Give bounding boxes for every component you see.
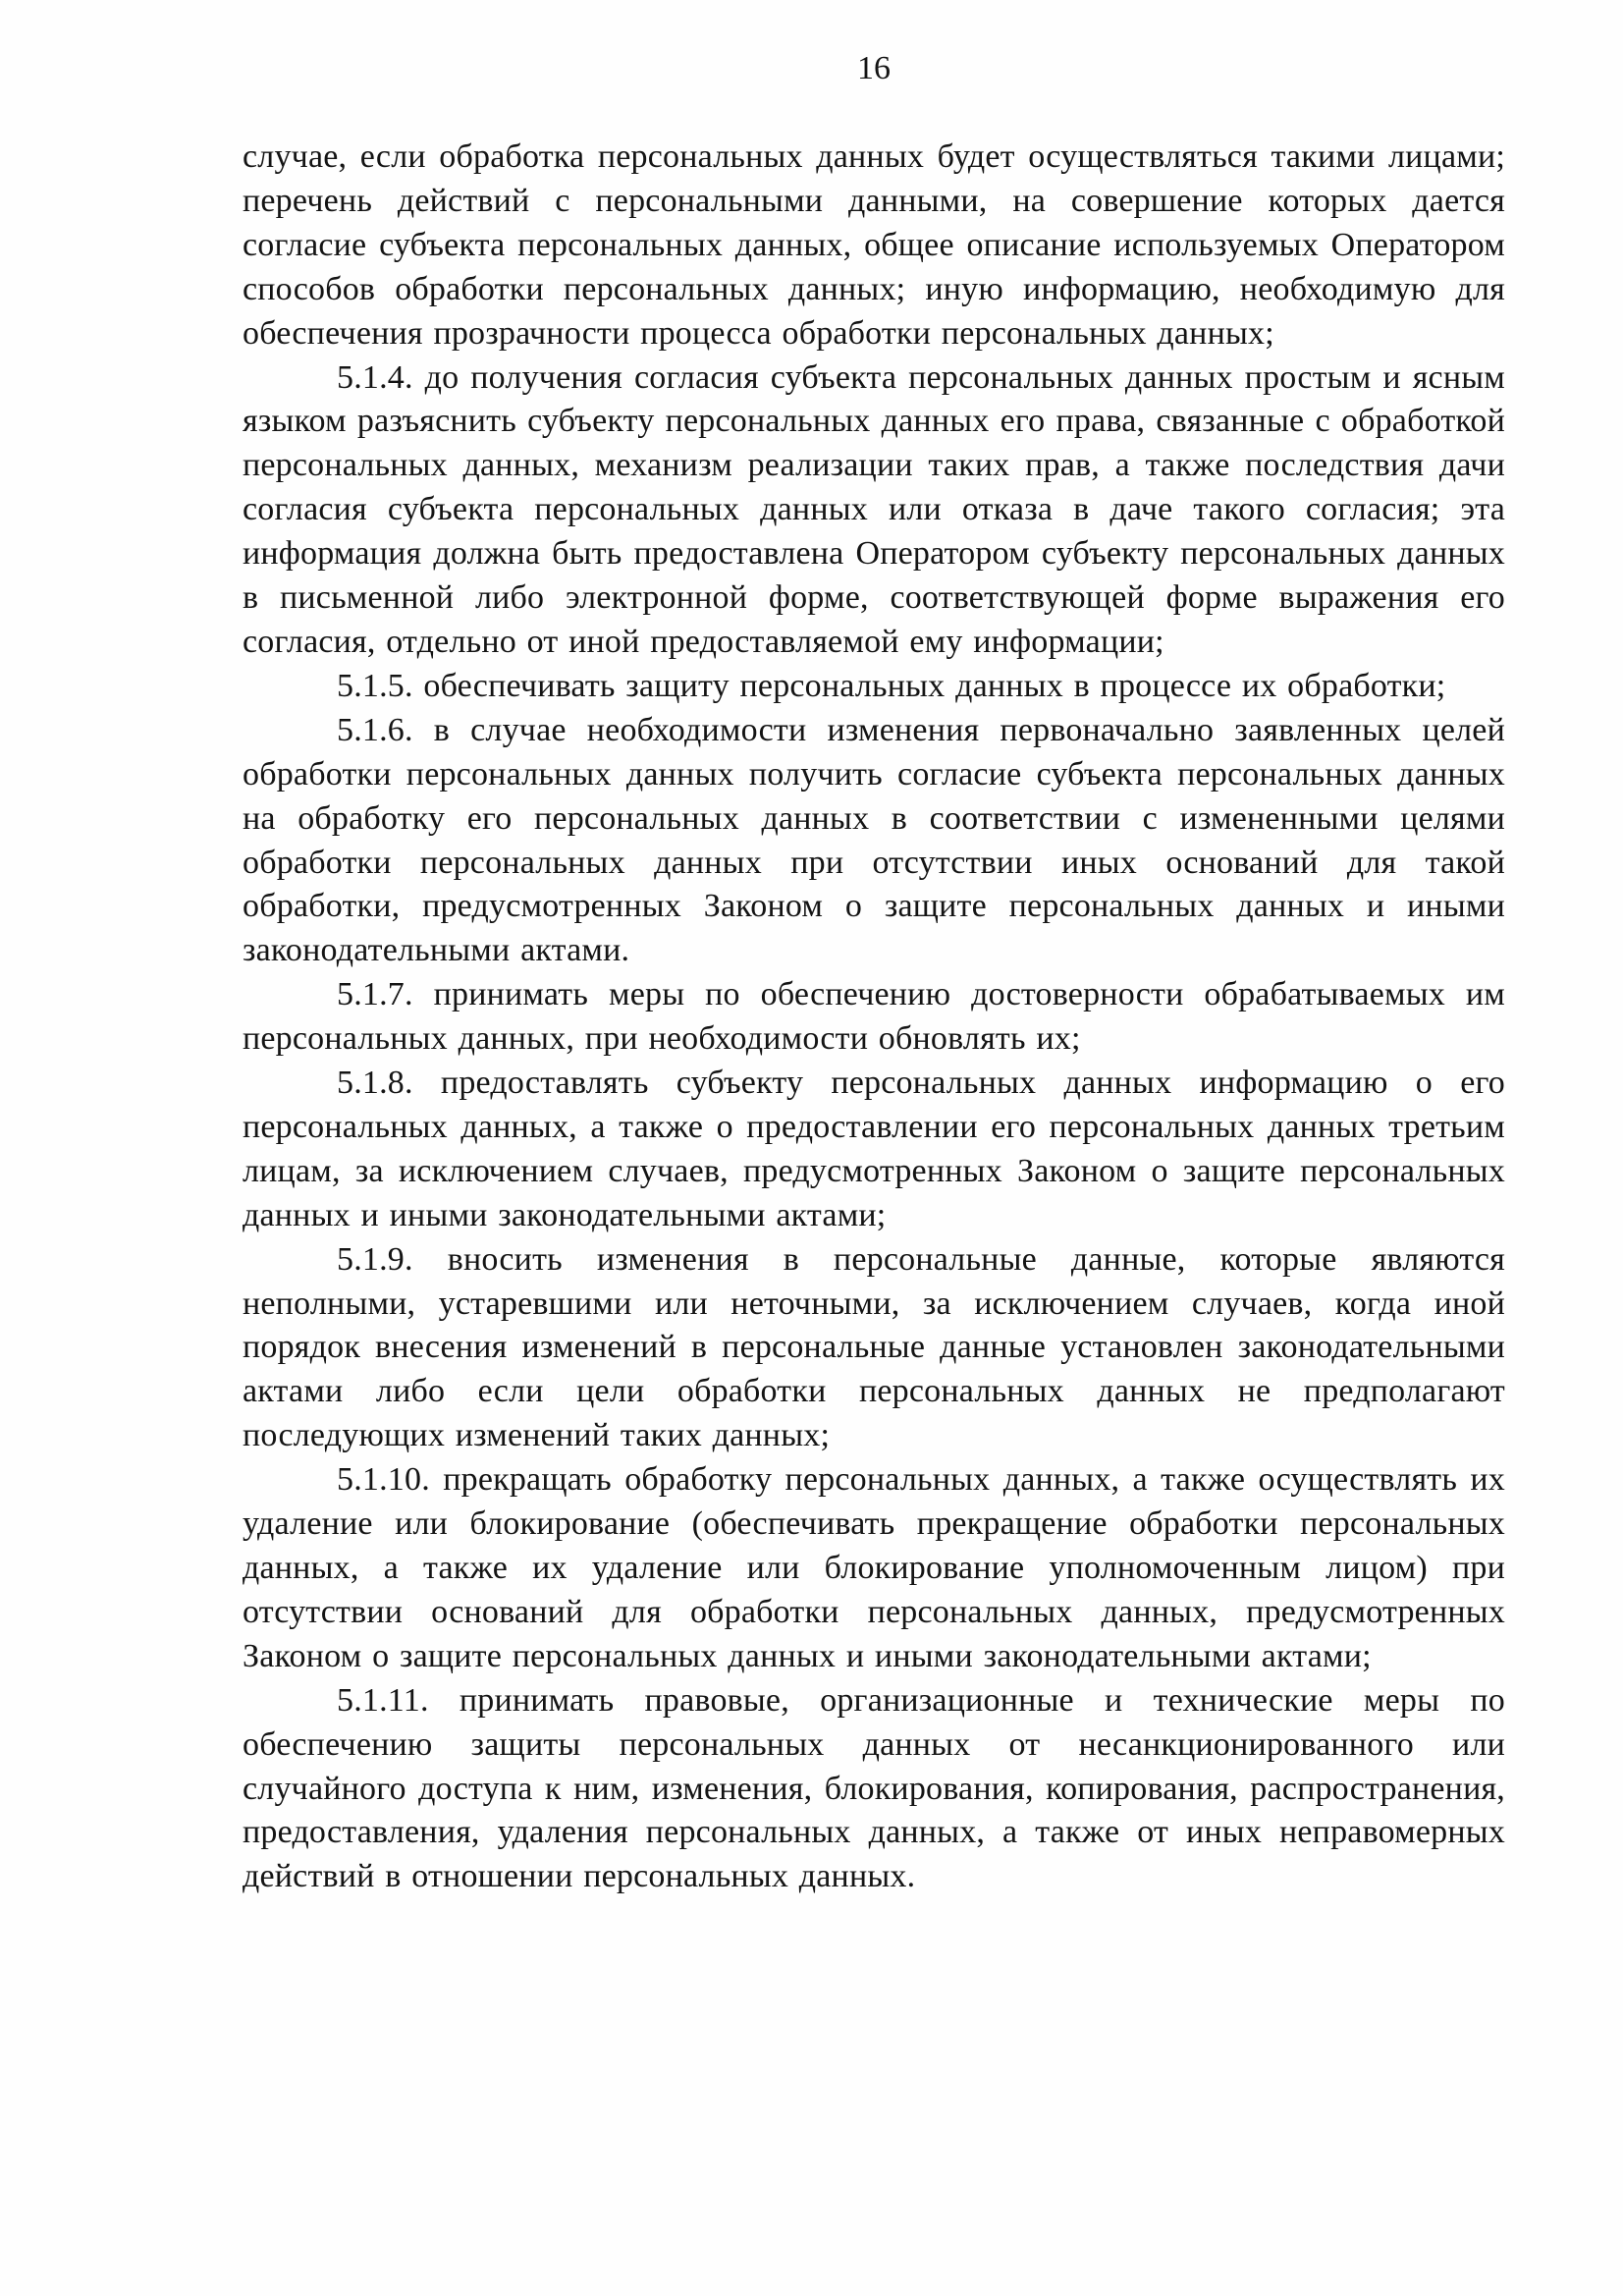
body-paragraph-5-1-4: 5.1.4. до получения согласия субъекта персональных данных простым и ясным языком разъяснить субъекту персональных данных его права, связанные с обработкой персональных данных, механизм реализации таких прав, а также последствия дачи согласия субъекта персональных данных или отказа в даче такого согласия; эта информация должна быть предоставлена Оператором субъекту персональных данных в письменной либо электронной форме, соответствующей форме выражения его согласия, отдельно от иной предоставляемой ему информации; <box>243 358 1505 660</box>
body-paragraph-continuation: случае, если обработка персональных данных будет осуществляться такими лицами; перечень действий с персональными данными, на совершение которых дается согласие субъекта персональных данных, общее описание используемых Оператором способов обработки персональных данных; иную информацию, необходимую для обеспечения прозрачности процесса обработки персональных данных; <box>243 138 1505 352</box>
body-paragraph-5-1-9: 5.1.9. вносить изменения в персональные данные, которые являются неполными, устаревшими или неточными, за исключением случаев, когда иной порядок внесения изменений в персональные данные установлен законодательными актами либо если цели обработки персональных данных не предполагают последующих изменений таких данных; <box>243 1240 1505 1454</box>
body-paragraph-5-1-7: 5.1.7. принимать меры по обеспечению достоверности обрабатываемых им персональных данных, при необходимости обновлять их; <box>243 976 1505 1058</box>
document-body <box>243 136 1505 1899</box>
body-paragraph-5-1-8: 5.1.8. предоставлять субъекту персональных данных информацию о его персональных данных, а также о предоставлении его персональных данных третьим лицам, за исключением случаев, предусмотренных Законом о защите персональных данных и иными законодательными актами; <box>243 1065 1505 1233</box>
page-number: 16 <box>857 50 891 86</box>
body-paragraph-5-1-6: 5.1.6. в случае необходимости изменения первоначально заявленных целей обработки персональных данных получить согласие субъекта персональных данных на обработку его персональных данных в соответствии с измененными целями обработки персональных данных при отсутствии иных оснований для такой обработки, предусмотренных Законом о защите персональных данных и иными законодательными актами. <box>243 711 1505 969</box>
body-paragraph-5-1-10: 5.1.10. прекращать обработку персональных данных, а также осуществлять их удаление или блокирование (обеспечивать прекращение обработки персональных данных, а также их удаление или блокирование уполномоченным лицом) при отсутствии оснований для обработки персональных данных, предусмотренных Законом о защите персональных данных и иными законодательными актами; <box>243 1461 1505 1674</box>
body-paragraph-5-1-5: 5.1.5. обеспечивать защиту персональных данных в процессе их обработки; <box>337 667 1446 704</box>
body-paragraph-5-1-11: 5.1.11. принимать правовые, организационные и технические меры по обеспечению защиты персональных данных от несанкционированного или случайного доступа к ним, изменения, блокирования, копирования, распространения, предоставления, удаления персональных данных, а также от иных неправомерных действий в отношении персональных данных. <box>243 1681 1505 1895</box>
